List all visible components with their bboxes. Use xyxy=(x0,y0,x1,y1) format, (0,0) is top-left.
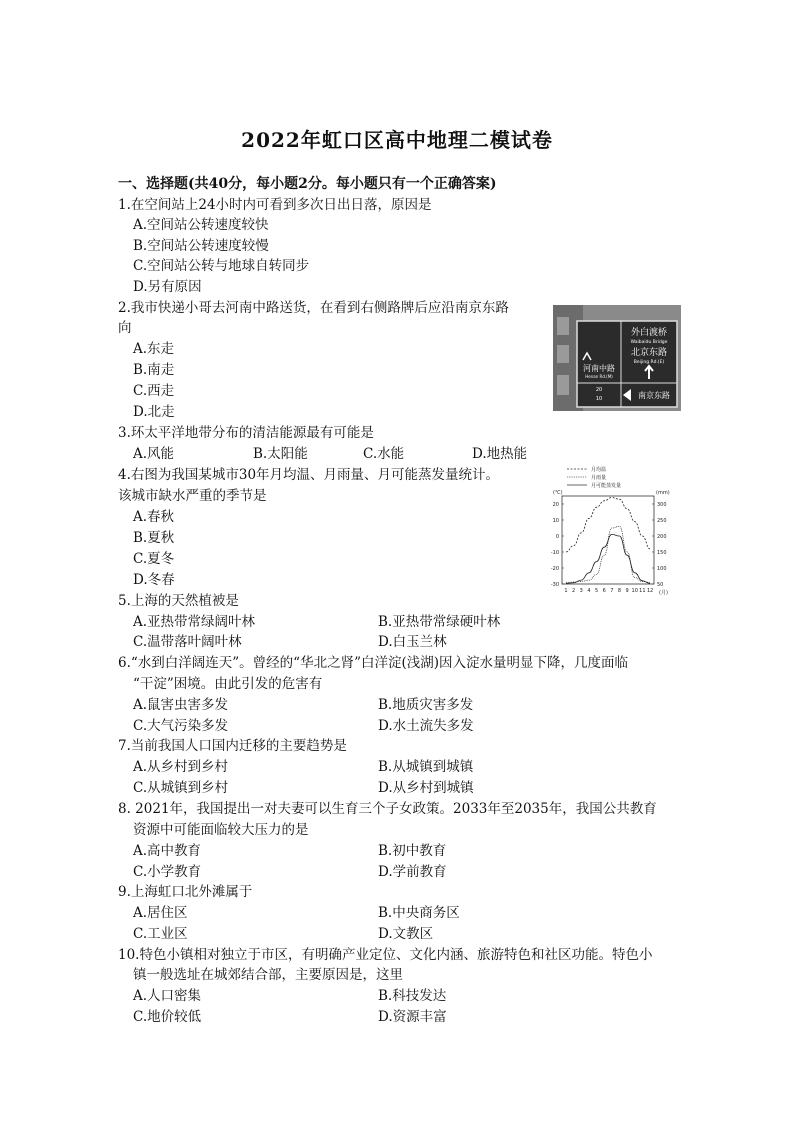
q4-option-b: B.夏秋 xyxy=(133,530,175,546)
q9-option-b: B.中央商务区 xyxy=(378,905,460,921)
q10-stem-cont: 镇一般选址在城郊结合部，主要原因是，这里 xyxy=(133,967,403,983)
q3-stem: 3.环太平洋地带分布的清洁能源最有可能是 xyxy=(118,425,374,441)
q1-option-c: C.空间站公转与地球自转同步 xyxy=(133,258,310,274)
right-tick-label: 150 xyxy=(657,549,667,556)
climate-chart xyxy=(537,463,683,598)
q6-stem: 6.“水到白洋阔连天”。曾经的“华北之肾”白洋淀(浅湖)因入淀水量明显下降，几度面临 xyxy=(118,655,629,671)
left-tick-label: -20 xyxy=(550,565,559,572)
q9-option-c: C.工业区 xyxy=(133,926,188,942)
q4-option-d: D.冬春 xyxy=(133,572,175,588)
x-tick-label: 12 xyxy=(646,588,654,594)
legend-label-temp: 月均温 xyxy=(591,467,607,473)
q7-option-d: D.从乡村到城镇 xyxy=(378,780,474,796)
right-tick-label: 300 xyxy=(657,501,667,508)
q5-option-d: D.白玉兰林 xyxy=(378,634,447,650)
sign-top-cn: 外白渡桥 xyxy=(630,328,668,338)
right-tick-label: 200 xyxy=(657,533,667,540)
right-tick-label: 100 xyxy=(657,565,667,572)
legend-label-evap: 月可能蒸发量 xyxy=(591,483,622,489)
sign-num1: 20 xyxy=(595,387,603,393)
right-axis-unit: (mm) xyxy=(656,490,670,496)
q1-option-b: B.空间站公转速度较慢 xyxy=(133,238,269,254)
q8-option-b: B.初中教育 xyxy=(378,843,447,859)
q3-option-b: B.太阳能 xyxy=(253,446,308,462)
q1-stem: 1.在空间站上24小时内可看到多次日出日落，原因是 xyxy=(118,197,432,213)
q6-option-c: C.大气污染多发 xyxy=(133,718,229,734)
q2-option-a: A.东走 xyxy=(133,341,175,357)
q3-option-c: C.水能 xyxy=(363,446,405,462)
q1-option-a: A.空间站公转速度较快 xyxy=(133,217,269,233)
q4-option-a: A.春秋 xyxy=(133,509,175,525)
right-tick-label: 50 xyxy=(657,581,664,588)
left-tick-label: 20 xyxy=(552,501,559,508)
x-tick-label: 4 xyxy=(587,588,591,594)
q9-option-d: D.文教区 xyxy=(378,926,434,942)
q1-option-d: D.另有原因 xyxy=(133,279,202,295)
q2-option-c: C.西走 xyxy=(133,383,175,399)
q5-stem: 5.上海的天然植被是 xyxy=(118,593,239,609)
legend-label-rain: 月雨量 xyxy=(591,475,607,481)
q7-option-b: B.从城镇到城镇 xyxy=(378,759,474,775)
q2-option-b: B.南走 xyxy=(133,362,175,378)
q5-option-a: A.亚热带常绿阔叶林 xyxy=(133,614,256,630)
q6-option-d: D.水土流失多发 xyxy=(378,718,474,734)
climate-chart-svg xyxy=(537,463,683,598)
q2-stem-cont: 向 xyxy=(118,320,132,336)
left-tick-label: -30 xyxy=(550,581,559,588)
x-tick-label: 6 xyxy=(602,588,606,594)
road-sign-illustration xyxy=(553,305,681,411)
x-tick-label: 5 xyxy=(594,588,599,594)
x-tick-label: 11 xyxy=(639,588,646,594)
q6-option-a: A.鼠害虫害多发 xyxy=(133,697,229,713)
q10-option-d: D.资源丰富 xyxy=(378,1009,447,1025)
q7-stem: 7.当前我国人口国内迁移的主要趋势是 xyxy=(118,738,347,754)
road-sign-photo xyxy=(553,305,681,411)
q8-stem-cont: 资源中可能面临较大压力的是 xyxy=(133,822,309,838)
q3-option-d: D.地热能 xyxy=(472,446,528,462)
q7-option-c: C.从城镇到乡村 xyxy=(133,780,229,796)
q2-option-d: D.北走 xyxy=(133,404,175,420)
q3-option-a: A.风能 xyxy=(133,446,175,462)
x-tick-label: 8 xyxy=(617,588,622,594)
q10-option-c: C.地价较低 xyxy=(133,1009,202,1025)
left-axis-unit: (℃) xyxy=(553,490,563,496)
x-tick-label: 1 xyxy=(564,588,568,594)
sign-mid-cn: 北京东路 xyxy=(630,348,668,358)
sign-mid-en: Beijing Rd.(E) xyxy=(633,360,665,365)
q4-stem-cont: 该城市缺水严重的季节是 xyxy=(118,488,267,504)
q5-option-c: C.温带落叶阔叶林 xyxy=(133,634,242,650)
page-title: 2022年虹口区高中地理二模试卷 xyxy=(241,128,553,152)
x-tick-label: 10 xyxy=(631,588,638,594)
x-tick-label: 2 xyxy=(572,588,576,594)
q8-stem: 8. 2021年，我国提出一对夫妻可以生育三个子女政策。2033年至2035年，我国公共教育 xyxy=(118,801,657,817)
q8-option-d: D.学前教育 xyxy=(378,864,447,880)
q5-option-b: B.亚热带常绿硬叶林 xyxy=(378,614,501,630)
sign-left-cn: 河南中路 xyxy=(583,364,615,373)
series-line-evap xyxy=(566,534,650,583)
q9-option-a: A.居住区 xyxy=(133,905,188,921)
q9-stem: 9.上海虹口北外滩属于 xyxy=(118,884,253,900)
left-tick-label: -10 xyxy=(550,549,559,556)
left-tick-label: 10 xyxy=(552,517,559,524)
q8-option-c: C.小学教育 xyxy=(133,864,202,880)
q4-option-c: C.夏冬 xyxy=(133,551,175,567)
x-tick-label: 9 xyxy=(625,588,629,594)
sign-top-en: Waibaidu Bridge xyxy=(630,340,668,345)
q10-option-a: A.人口密集 xyxy=(133,988,202,1004)
q10-stem: 10.特色小镇相对独立于市区，有明确产业定位、文化内涵、旅游特色和社区功能。特色小 xyxy=(118,947,653,963)
sign-num2: 10 xyxy=(595,396,603,402)
sign-bottom-cn: 南京东路 xyxy=(638,391,670,400)
section-heading: 一、选择题(共40分，每小题2分。每小题只有一个正确答案) xyxy=(118,176,497,192)
x-axis-unit: (月) xyxy=(659,590,668,596)
q8-option-a: A.高中教育 xyxy=(133,843,202,859)
q2-stem: 2.我市快递小哥去河南中路送货，在看到右侧路牌后应沿南京东路 xyxy=(118,300,509,316)
right-tick-label: 250 xyxy=(657,517,667,524)
x-tick-label: 3 xyxy=(579,588,583,594)
q6-stem-cont: “干淀”困境。由此引发的危害有 xyxy=(133,676,323,692)
q10-option-b: B.科技发达 xyxy=(378,988,447,1004)
q6-option-b: B.地质灾害多发 xyxy=(378,697,474,713)
sign-left-en: Henan Rd.(M) xyxy=(585,374,613,379)
x-tick-label: 7 xyxy=(610,588,614,594)
q7-option-a: A.从乡村到乡村 xyxy=(133,759,229,775)
left-tick-label: 0 xyxy=(555,533,559,540)
q4-stem: 4.右图为我国某城市30年月均温、月雨量、月可能蒸发量统计。 xyxy=(118,467,500,483)
